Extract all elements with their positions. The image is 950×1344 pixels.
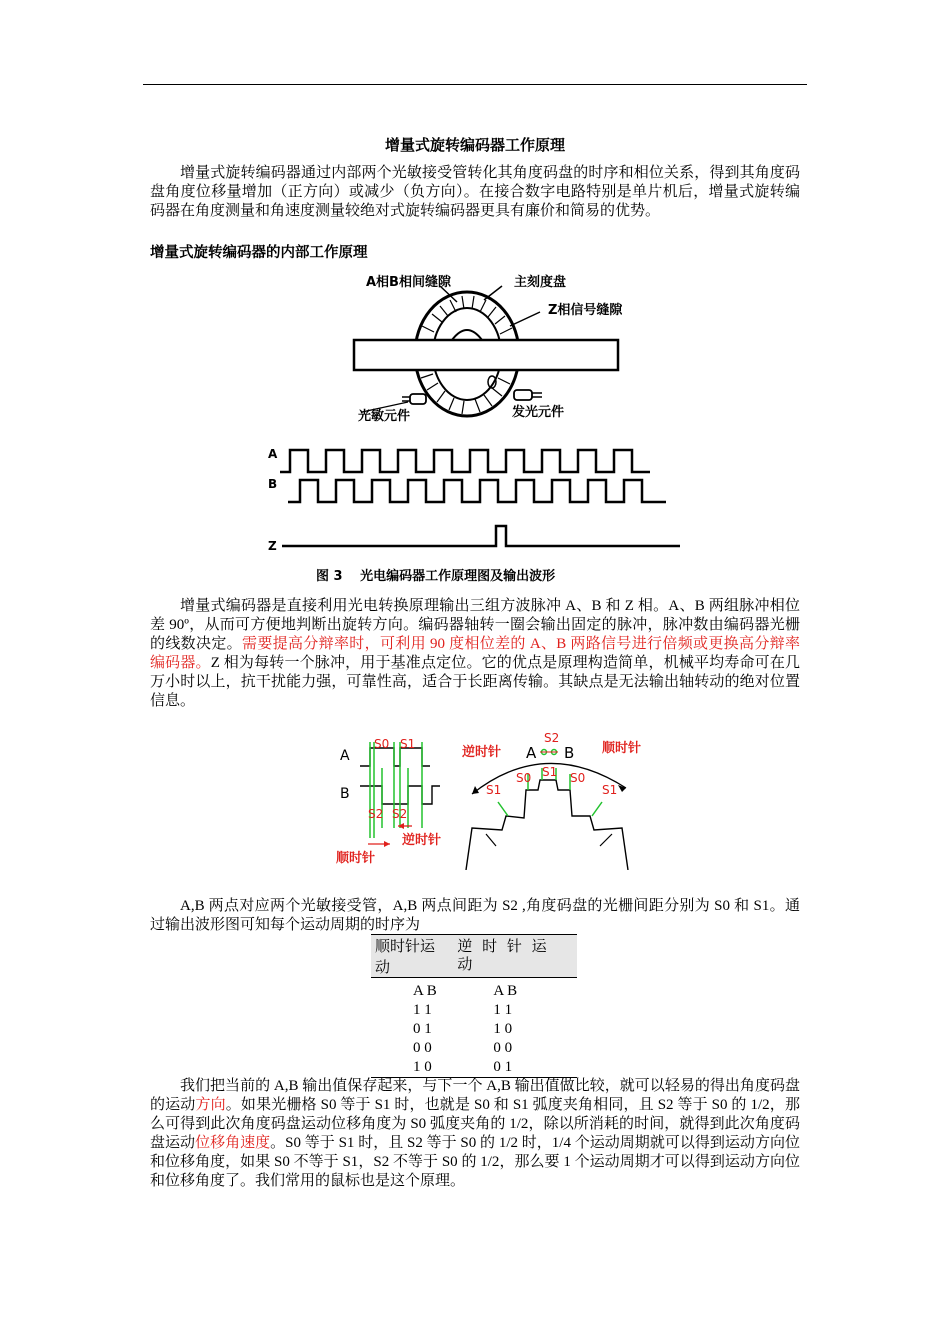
- cell-clockwise: 1 0: [371, 1058, 453, 1078]
- label-main-disk: 主刻度盘: [514, 275, 567, 290]
- fig2-s1-top: S1: [400, 737, 416, 751]
- fig2-point-b: B: [564, 744, 575, 762]
- fig2-s1-mid: S1: [542, 765, 558, 779]
- cell-clockwise: 0 0: [413, 1040, 432, 1056]
- fig2-cw-top: 顺时针: [602, 741, 642, 756]
- fig2-s2-right: S2: [392, 807, 408, 821]
- direction-paragraph: [150, 1077, 800, 1191]
- fig2-label-b: B: [340, 786, 350, 802]
- header-rule: [143, 84, 807, 85]
- wave-label-z: Z: [268, 539, 277, 553]
- fig2-label-a: A: [340, 748, 350, 764]
- page-title: 增量式旋转编码器工作原理: [384, 136, 565, 154]
- fig2-s0-top: S0: [374, 737, 390, 751]
- fig2-point-a: A: [526, 744, 537, 762]
- table-header-ccw: 逆 时 针 运 动: [453, 935, 577, 978]
- encoder-shaft: [354, 340, 618, 370]
- cell-clockwise: 1 1: [413, 1002, 432, 1018]
- direction-text-2: 。如果光栅格 S0 等于 S1 时，也就是 S0 和 S1 弧度夹角相同，且 S2 等于 S0 的 1/2，那么可得到此次角度码盘运动位移角度为 S0 弧度夹角的 1/2，除以所消耗的时间，就得到此次角度码盘运动: [150, 1097, 800, 1151]
- cell-counterclockwise: 1 0: [493, 1021, 513, 1037]
- cell-counterclockwise: 1 1: [493, 1002, 513, 1018]
- timing-sequence-table: [371, 934, 577, 1078]
- cell-counterclockwise: 0 0: [493, 1040, 513, 1056]
- waveform-a: [280, 450, 650, 472]
- table-row: [371, 978, 577, 1002]
- table-row: [371, 1001, 577, 1020]
- principle-text-red: 需要提高分辩率时，可利用 90 度相位差的 A、B 两路信号进行倍频或更换高分辩率编码器。: [150, 636, 800, 671]
- fig2-s1-right: S1: [602, 783, 618, 797]
- waveform-z: [282, 526, 680, 546]
- intro-paragraph: 增量式旋转编码器通过内部两个光敏接受管转化其角度码盘的时序和相位关系，得到其角度码盘角度位移量增加（正方向）或减少（负方向）。在接合数字电路特别是单片机后，增量式旋转编码器在角度测量和角速度测量较绝对式旋转编码器更具有廉价和简易的优势。: [150, 165, 800, 219]
- wave-label-b: B: [268, 477, 278, 491]
- light-emitter-element: [514, 390, 542, 400]
- label-z-slit: Z相信号缝隙: [548, 303, 623, 318]
- figure1-caption: 图 3 光电编码器工作原理图及输出波形: [316, 569, 556, 584]
- fig2-s1-left: S1: [486, 783, 502, 797]
- table-body: [371, 978, 577, 1078]
- fig2-s0-right: S0: [570, 771, 586, 785]
- direction-text-red-1: 方向: [195, 1097, 226, 1113]
- principle-text-2: Z 相为每转一个脉冲，用于基准点定位。它的优点是原理构造简单，机械平均寿命可在几万小时以上，抗干扰能力强，可靠性高，适合于长距离传输。其缺点是无法输出轴转动的绝对位置信息。: [150, 655, 800, 709]
- fig2-s2-top: S2: [544, 731, 560, 745]
- label-photo-sensor: 光敏元件: [358, 409, 411, 424]
- phase-timing-figure: [330, 728, 660, 870]
- fig2-cw-bottom: 顺时针: [336, 851, 376, 866]
- wave-label-a: A: [268, 447, 278, 461]
- principle-text-1: 增量式编码器是直接利用光电转换原理输出三组方波脉冲 A、B 和 Z 相。A、B 两组脉冲相位差 90º，从而可方便地判断出旋转方向。编码器轴转一圈会输出固定的脉冲，脉冲数由编码器光栅的线数决定。: [150, 598, 800, 652]
- ab-spacing-paragraph: A,B 两点对应两个光敏接受管，A,B 两点间距为 S2 ,角度码盘的光栅间距分别为 S0 和 S1。通过输出波形图可知每个运动周期的时序为: [150, 898, 800, 933]
- waveform-b: [288, 480, 666, 502]
- principle-paragraph: [150, 597, 800, 711]
- direction-text-3: 。S0 等于 S1 时，且 S2 等于 S0 的 1/2 时，1/4 个运动周期就可以得到运动方向位和位移角度，如果 S0 不等于 S1，S2 不等于 S0 的 1/2，那么要 1 个运动周期才可以得到运动方向位和位移角度了。我们常用的鼠标也是这个原理。: [150, 1135, 800, 1189]
- direction-text-red-2: 位移角速度: [195, 1135, 271, 1151]
- table-header-cw: 顺时针运动: [371, 935, 453, 978]
- table-row: [371, 1020, 577, 1039]
- cell-clockwise: 0 1: [413, 1021, 432, 1037]
- fig2-s0-left: S0: [516, 771, 532, 785]
- fig2-ccw-top: 逆时针: [462, 745, 502, 760]
- direction-text-1: 我们把当前的 A,B 输出值保存起来，与下一个 A,B 输出值做比较，就可以轻易的得出角度码盘的运动: [150, 1078, 800, 1113]
- table-row: [371, 1058, 577, 1078]
- fig2-ccw-bottom: 逆时针: [402, 833, 442, 848]
- cell-clockwise: A B: [413, 983, 437, 999]
- fig2-s2-left: S2: [368, 807, 384, 821]
- label-light-emitter: 发光元件: [512, 405, 565, 420]
- cell-counterclockwise: 0 1: [453, 1058, 577, 1078]
- label-ab-slits: A相B相间缝隙: [366, 275, 451, 290]
- fig2-green-guides: [370, 742, 422, 838]
- table-row: [371, 1039, 577, 1058]
- section-heading: 增量式旋转编码器的内部工作原理: [150, 245, 368, 261]
- encoder-structure-figure: [262, 264, 692, 588]
- cell-counterclockwise: A B: [493, 983, 518, 999]
